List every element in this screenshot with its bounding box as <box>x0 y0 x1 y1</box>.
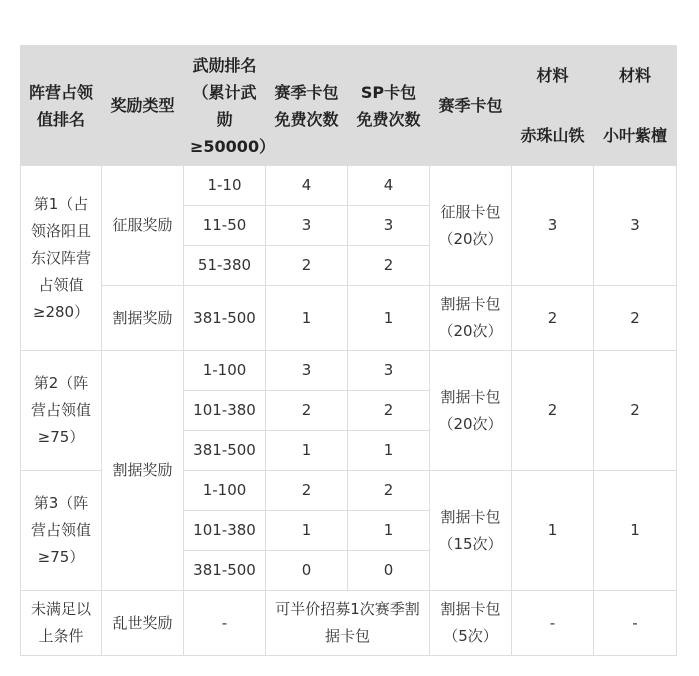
material-1-cell: 2 <box>512 286 594 351</box>
merit-cell: 381-500 <box>184 551 266 591</box>
merit-cell: 381-500 <box>184 431 266 471</box>
header-row <box>21 46 677 106</box>
material-2-cell: 2 <box>594 286 677 351</box>
season-free-cell: 2 <box>266 246 348 286</box>
season-free-cell: 3 <box>266 206 348 246</box>
rewards-table <box>20 45 677 656</box>
season-pack-cell: 割据卡包（20次） <box>430 351 512 471</box>
season-free-cell: 4 <box>266 166 348 206</box>
material-1-cell: 1 <box>512 471 594 591</box>
header-material-sub-2: 小叶紫檀 <box>594 106 677 166</box>
sp-free-cell: 2 <box>348 471 430 511</box>
table-row <box>21 286 677 351</box>
material-1-cell: 2 <box>512 351 594 471</box>
header-sp-free: SP卡包免费次数 <box>348 46 430 166</box>
rank-cell-4: 未满足以上条件 <box>21 591 102 656</box>
material-2-cell: 2 <box>594 351 677 471</box>
sp-free-cell: 4 <box>348 166 430 206</box>
merit-cell: 11-50 <box>184 206 266 246</box>
merit-cell: - <box>184 591 266 656</box>
reward-type-cell: 割据奖励 <box>102 351 184 591</box>
season-free-cell: 1 <box>266 511 348 551</box>
table-row <box>21 166 677 206</box>
header-season-pack: 赛季卡包 <box>430 46 512 166</box>
season-free-cell: 2 <box>266 391 348 431</box>
merit-cell: 1-10 <box>184 166 266 206</box>
merit-cell: 101-380 <box>184 391 266 431</box>
season-free-cell: 1 <box>266 286 348 351</box>
header-merit-rank: 武勋排名（累计武勋≥50000） <box>184 46 266 166</box>
merit-cell: 1-100 <box>184 351 266 391</box>
season-free-cell: 0 <box>266 551 348 591</box>
sp-free-cell: 0 <box>348 551 430 591</box>
sp-free-cell: 1 <box>348 431 430 471</box>
header-reward-type: 奖励类型 <box>102 46 184 166</box>
merit-cell: 381-500 <box>184 286 266 351</box>
header-season-free: 赛季卡包免费次数 <box>266 46 348 166</box>
rank-cell-1: 第1（占领洛阳且东汉阵营占领值≥280） <box>21 166 102 351</box>
rank-cell-3: 第3（阵营占领值≥75） <box>21 471 102 591</box>
material-2-cell: 1 <box>594 471 677 591</box>
header-rank: 阵营占领值排名 <box>21 46 102 166</box>
reward-type-cell: 乱世奖励 <box>102 591 184 656</box>
material-1-cell: - <box>512 591 594 656</box>
season-free-cell: 2 <box>266 471 348 511</box>
season-free-cell: 3 <box>266 351 348 391</box>
material-2-cell: - <box>594 591 677 656</box>
sp-free-cell: 3 <box>348 351 430 391</box>
season-free-cell: 1 <box>266 431 348 471</box>
season-pack-cell: 割据卡包（20次） <box>430 286 512 351</box>
sp-free-cell: 3 <box>348 206 430 246</box>
merit-cell: 1-100 <box>184 471 266 511</box>
season-pack-cell: 征服卡包（20次） <box>430 166 512 286</box>
merit-cell: 51-380 <box>184 246 266 286</box>
table-row <box>21 351 677 391</box>
merit-cell: 101-380 <box>184 511 266 551</box>
sp-free-cell: 2 <box>348 391 430 431</box>
reward-type-cell: 割据奖励 <box>102 286 184 351</box>
material-1-cell: 3 <box>512 166 594 286</box>
table-row <box>21 591 677 656</box>
header-material-1: 材料 <box>512 46 594 106</box>
header-material-2: 材料 <box>594 46 677 106</box>
sp-free-cell: 1 <box>348 511 430 551</box>
material-2-cell: 3 <box>594 166 677 286</box>
reward-type-cell: 征服奖励 <box>102 166 184 286</box>
sp-free-cell: 2 <box>348 246 430 286</box>
header-material-sub-1: 赤珠山铁 <box>512 106 594 166</box>
rank-cell-2: 第2（阵营占领值≥75） <box>21 351 102 471</box>
sp-free-cell: 1 <box>348 286 430 351</box>
free-note-cell: 可半价招募1次赛季割据卡包 <box>266 591 430 656</box>
season-pack-cell: 割据卡包（15次） <box>430 471 512 591</box>
season-pack-cell: 割据卡包（5次） <box>430 591 512 656</box>
